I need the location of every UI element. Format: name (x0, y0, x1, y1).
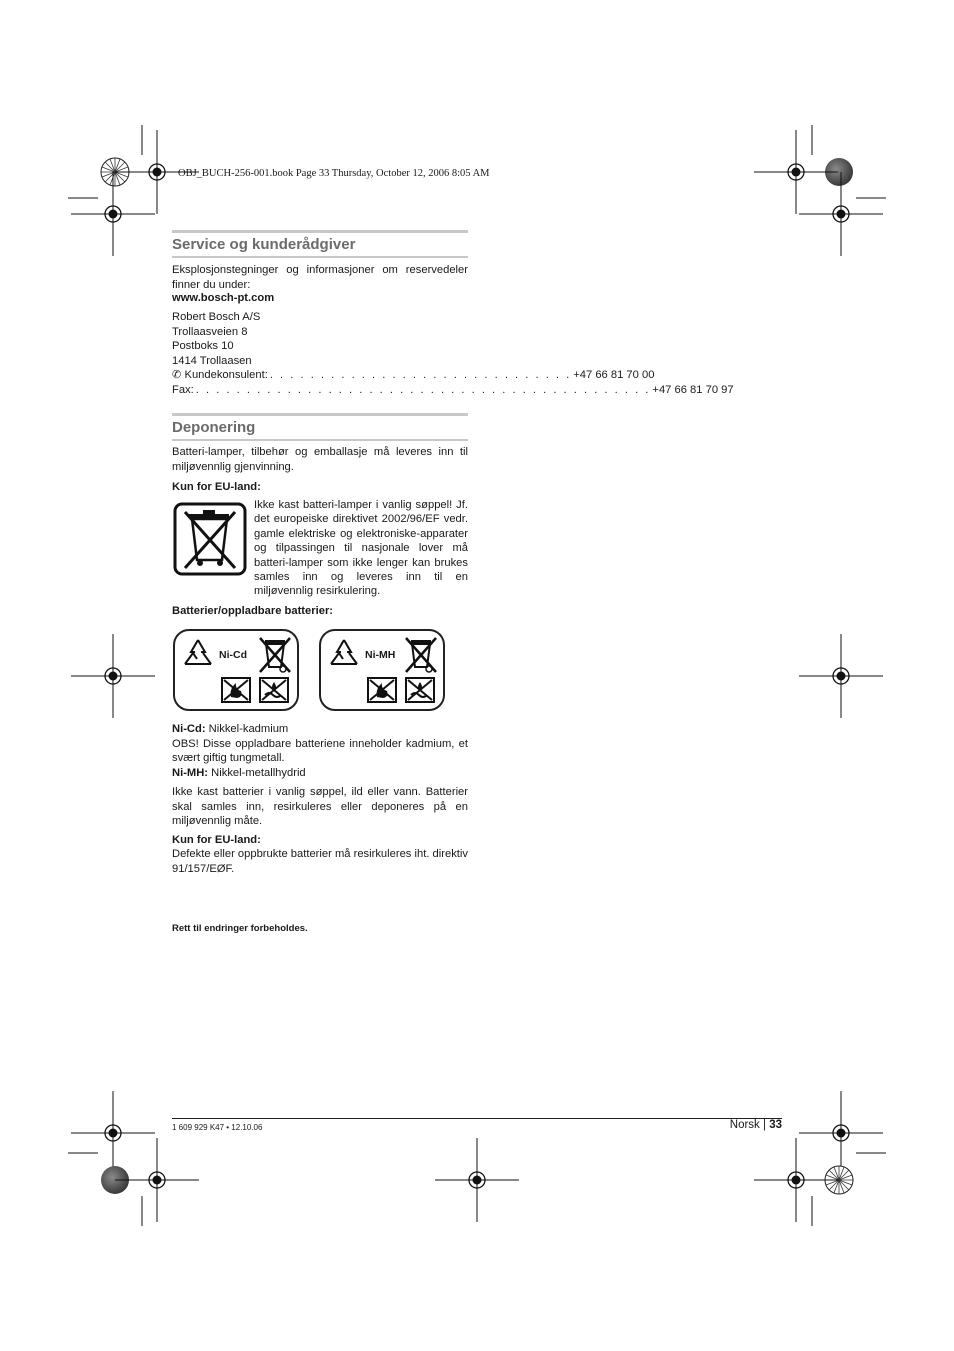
nimh-term: Ni-MH: (172, 766, 209, 779)
crossed-bin-icon (257, 635, 293, 675)
eu-heading: Kun for EU-land: (172, 481, 261, 493)
eu-text-wrapped (254, 498, 468, 599)
nimh-definition (172, 766, 468, 781)
phone-label: ✆ Kundekonsulent: (172, 369, 268, 382)
nicd-term: Ni-Cd: (172, 723, 206, 735)
service-section-title: Service og kunderådgiver (172, 230, 468, 258)
crossed-bin-icon (173, 502, 247, 576)
footer-separator: | (763, 1119, 766, 1131)
fax-row (172, 383, 734, 398)
nicd-description: Nikkel-kadmium (208, 723, 289, 735)
eu-directive-text: Defekte eller oppbrukte batterier må resirkuleres iht. direktiv 91/157/EØF. (172, 848, 468, 875)
address-line: Postboks 10 (172, 340, 234, 353)
nicd-definition (172, 722, 468, 737)
eu-text: Ikke kast batteri-lamper i vanlig søppel! Jf. det europeiske direktivet 2002/96/EF vedr. gamle elektriske og elektroniske-apparater og tilpassingen til nasjonale lover må batteri-lamper som ikke lenger kan brukes samles inn og leveres inn til en miljøvennlig resirkulering. (254, 499, 468, 598)
change-note: Rett til endringer forbeholdes. (172, 923, 308, 934)
disposal-section-title: Deponering (172, 413, 468, 441)
disposal-intro: Batteri-lamper, tilbehør og emballasje må leveres inn til miljøvennlig gjenvinning. (172, 446, 468, 473)
no-water-icon (405, 677, 435, 703)
phone-value: +47 66 81 70 00 (573, 369, 655, 382)
page-number: 33 (769, 1119, 782, 1131)
battery-badge-nimh (319, 629, 445, 711)
battery-definitions (172, 722, 468, 780)
leader-dots: . . . . . . . . . . . . . . . . . . . . . . . . . . . . . . . . . . . . . . . . . . . . . (195, 383, 651, 396)
batteries-heading: Batterier/oppladbare batterier: (172, 605, 334, 617)
footer-doc-code: 1 609 929 K47 • 12.10.06 (172, 1123, 263, 1132)
obs-warning: OBS! Disse oppladbare batteriene inneholder kadmium, et svært giftig tungmetall. (172, 737, 468, 765)
battery-disposal-text: Ikke kast batterier i vanlig søppel, ild eller vann. Batterier skal samles inn, resirkuleres eller deponeres på en miljøvennlig måte. (172, 786, 468, 828)
service-url-link[interactable]: www.bosch-pt.com (172, 292, 275, 304)
fax-label: Fax: (172, 383, 194, 396)
eu-heading-2: Kun for EU-land: (172, 834, 261, 846)
no-fire-icon (367, 677, 397, 703)
address-line: Robert Bosch A/S (172, 311, 261, 323)
fax-value: +47 66 81 70 97 (652, 383, 734, 396)
nimh-description: Nikkel-metallhydrid (211, 766, 306, 779)
address-line: Trollaasveien 8 (172, 325, 248, 338)
footer-language: Norsk (729, 1119, 760, 1131)
no-water-icon (259, 677, 289, 703)
service-address (172, 310, 734, 398)
phone-row (172, 368, 655, 383)
crossed-bin-icon (403, 635, 439, 675)
badge-label-nimh: Ni-MH (365, 649, 396, 661)
no-fire-icon (221, 677, 251, 703)
recycle-icon (327, 637, 361, 669)
battery-badge-nicd (173, 629, 299, 711)
service-intro: Eksplosjonstegninger og informasjoner om reservedeler finner du under: (172, 264, 468, 291)
footer-page-info (700, 1119, 782, 1131)
leader-dots: . . . . . . . . . . . . . . . . . . . . . . . . . . . . . . (269, 369, 572, 382)
recycle-icon (181, 637, 215, 669)
print-info-header: OBJ_BUCH-256-001.book Page 33 Thursday, October 12, 2006 8:05 AM (178, 168, 490, 179)
address-line: 1414 Trollaasen (172, 354, 252, 367)
badge-label-nicd: Ni-Cd (219, 649, 247, 661)
footer-rule (172, 1118, 782, 1119)
